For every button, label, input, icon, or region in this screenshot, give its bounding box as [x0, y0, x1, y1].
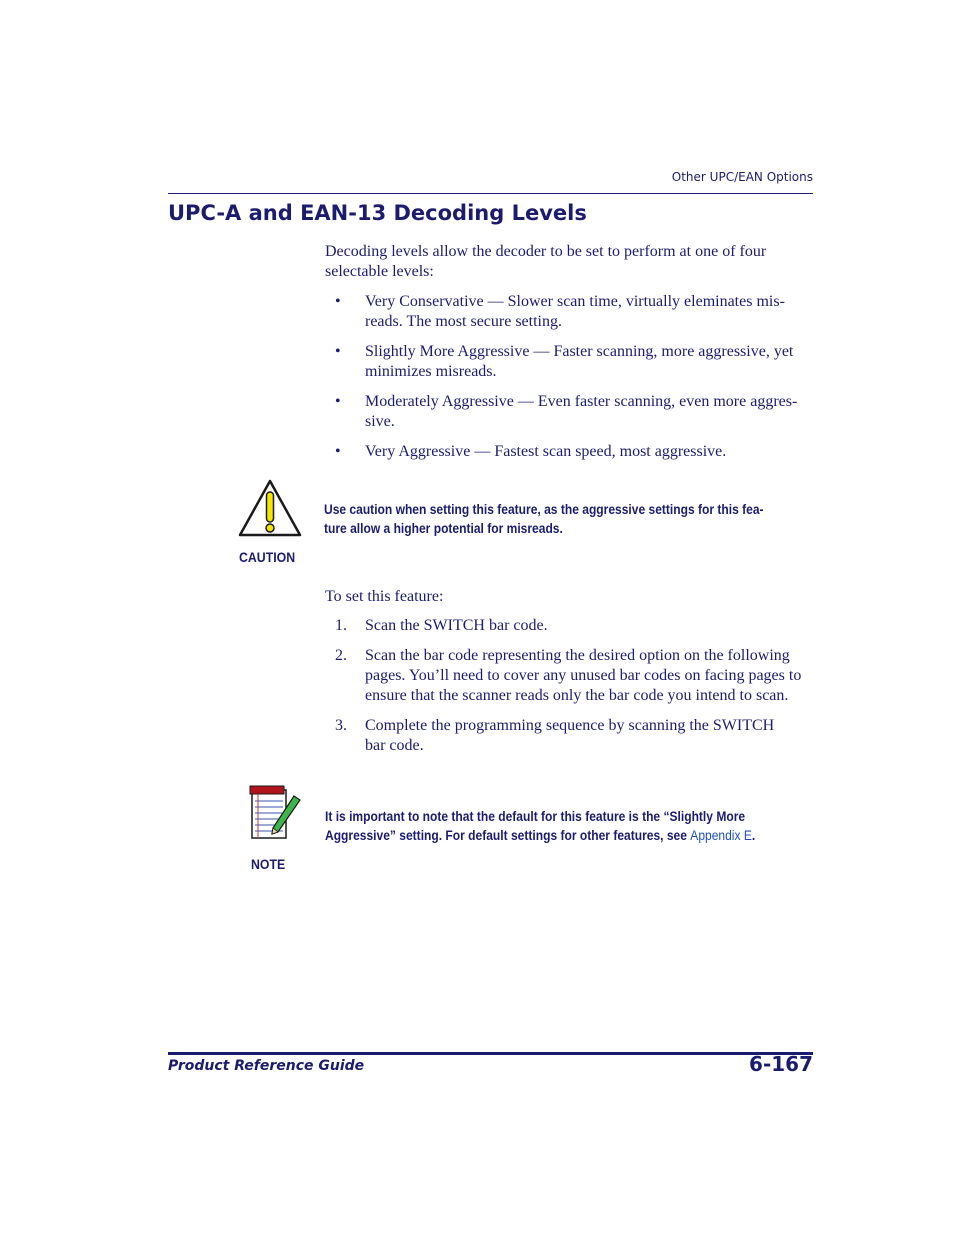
header-rule — [168, 193, 813, 194]
level-text: Moderately Aggressive — Even faster scanning, even more aggres- sive. — [365, 393, 798, 430]
page-number: 6-167 — [749, 1052, 813, 1076]
appendix-e-link[interactable]: Appendix E — [690, 827, 752, 843]
note-text: It is important to note that the default for this feature is the “Slightly More Aggressive” setting. For default settings for other features, see Appendix E. — [325, 808, 756, 843]
step-text: Scan the bar code representing the desired option on the following pages. You’ll need to cover any unused bar codes on facing pages to ensure that the scanner reads only the bar code you intend to scan. — [365, 647, 802, 704]
bullet: • — [335, 343, 341, 360]
footer-title: Product Reference Guide — [168, 1058, 365, 1074]
bullet: • — [335, 393, 341, 410]
section-title: UPC-A and EAN-13 Decoding Levels — [168, 201, 587, 225]
caution-text: Use caution when setting this feature, as the aggressive settings for this fea- ture allow a higher potential for misreads. — [324, 501, 764, 536]
bullet: • — [335, 293, 341, 310]
step-number: 3. — [335, 717, 347, 734]
notepad-pencil-icon — [244, 784, 306, 846]
step-number: 2. — [335, 647, 347, 664]
level-text: Very Aggressive — Fastest scan speed, most aggressive. — [365, 443, 727, 460]
running-header: Other UPC/EAN Options — [671, 170, 813, 184]
note-callout — [236, 784, 816, 879]
intro-paragraph: Decoding levels allow the decoder to be set to perform at one of four selectable levels: — [325, 243, 767, 280]
bullet: • — [335, 443, 341, 460]
level-text: Very Conservative — Slower scan time, virtually eleminates mis- reads. The most secure setting. — [365, 293, 785, 330]
setup-intro: To set this feature: — [325, 588, 444, 605]
step-text: Complete the programming sequence by scanning the SWITCH bar code. — [365, 717, 775, 754]
step-text: Scan the SWITCH bar code. — [365, 617, 548, 634]
warning-triangle-icon — [237, 478, 303, 538]
caution-label: CAUTION — [239, 549, 296, 565]
level-text: Slightly More Aggressive — Faster scanning, more aggressive, yet minimizes misreads. — [365, 343, 794, 380]
note-label: NOTE — [251, 856, 286, 872]
caution-callout — [236, 478, 816, 573]
step-number: 1. — [335, 617, 347, 634]
